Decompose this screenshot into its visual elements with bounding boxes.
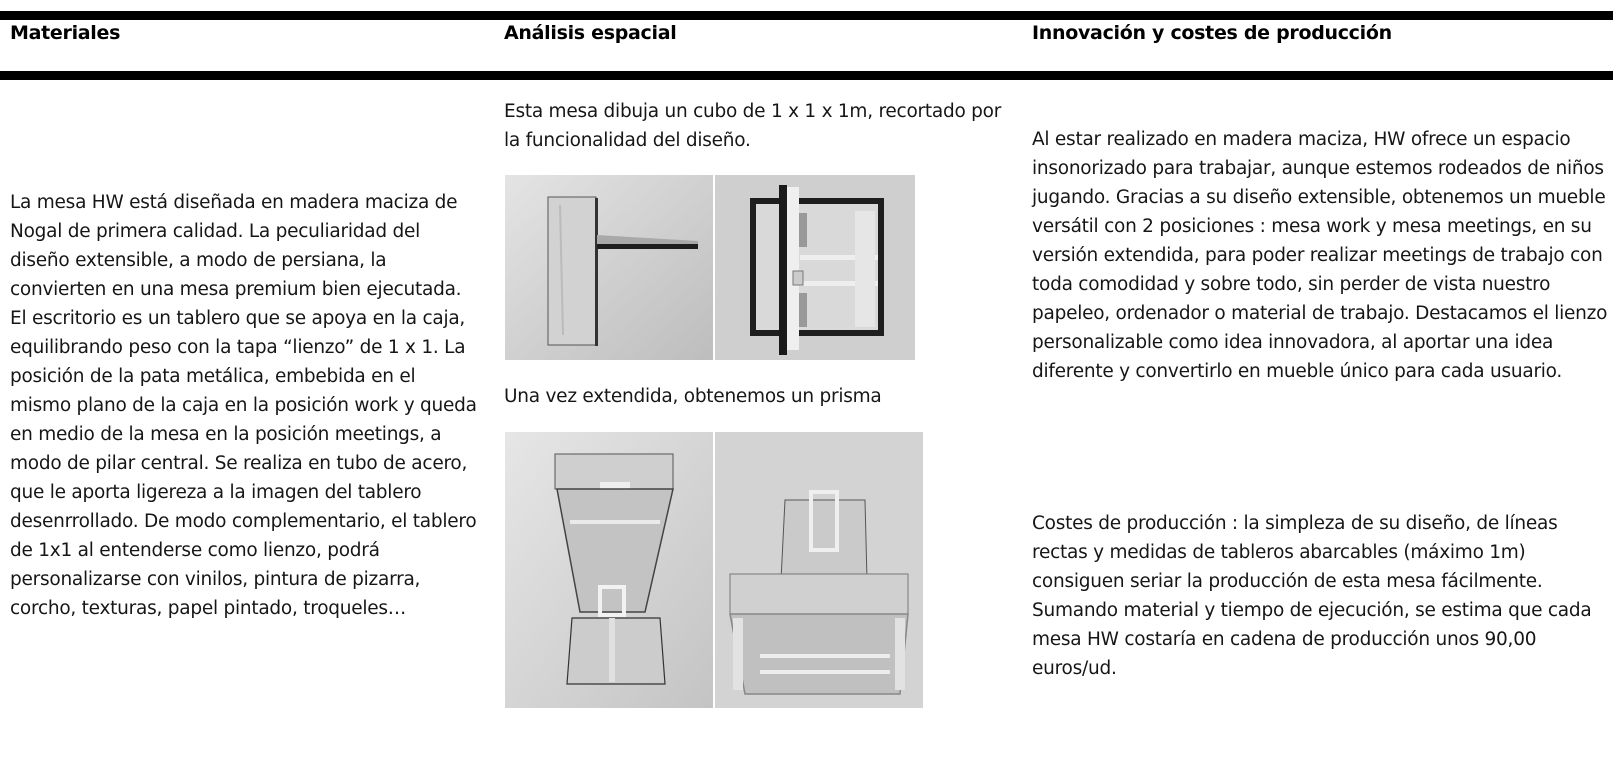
analisis-intro-paragraph: Esta mesa dibuja un cubo de 1 x 1 x 1m, recortado por la funcionalidad del diseño. xyxy=(504,101,1002,151)
heading-analisis-espacial: Análisis espacial xyxy=(504,22,677,44)
heading-materiales: Materiales xyxy=(10,22,121,44)
photo-extended-table-top-view xyxy=(505,432,713,708)
header-rule-top xyxy=(0,11,1613,20)
heading-innovacion-costes: Innovación y costes de producción xyxy=(1032,22,1392,44)
header-rule-bottom xyxy=(0,71,1613,80)
innovacion-paragraph: Al estar realizado en madera maciza, HW ofrece un espacio insonorizado para trabajar, aunque estemos rodeados de niños jugando. Gracias a su diseño extensible, obtenemos un mueble versátil con 2 posiciones : mesa work y mesa meetings, en su versión extendida, para poder realizar meetings de trabajo con toda comodidad y sobre todo, sin perder de vista nuestro papeleo, ordenador o material de trabajo. Destacamos el lienzo personalizable como idea innovadora, al aportar una idea diferente y convertirlo en mueble único para cada usuario. xyxy=(1032,129,1608,382)
analisis-extended-caption: Una vez extendida, obtenemos un prisma xyxy=(504,386,882,407)
photo-table-side-view xyxy=(505,175,713,360)
materiales-paragraph: La mesa HW está diseñada en madera maciza de Nogal de primera calidad. La peculiaridad del diseño extensible, a modo de persiana, la convierten en una mesa premium bien ejecutada. El escritorio es un tablero que se apoya en la caja, equilibrando peso con la tapa “lienzo” de 1 x 1. La posición de la pata metálica, embebida en el mismo plano de la caja en la posición work y queda en medio de la mesa en la posición meetings, a modo de pilar central. Se realiza en tubo de acero, que le aporta ligereza a la imagen del tablero desenrrollado. De modo complementario, el tablero de 1x1 al entenderse como lienzo, podrá personalizarse con vinilos, pintura de pizarra, corcho, texturas, papel pintado, troqueles… xyxy=(10,192,477,619)
photo-table-front-view xyxy=(715,175,915,360)
costes-produccion-paragraph: Costes de producción : la simpleza de su diseño, de líneas rectas y medidas de tableros abarcables (máximo 1m) consiguen seriar la producción de esta mesa fácilmente. Sumando material y tiempo de ejecución, se estima que cada mesa HW costaría en cadena de producción unos 90,00 euros/ud. xyxy=(1032,513,1592,679)
photo-extended-table-front-view xyxy=(715,432,923,708)
